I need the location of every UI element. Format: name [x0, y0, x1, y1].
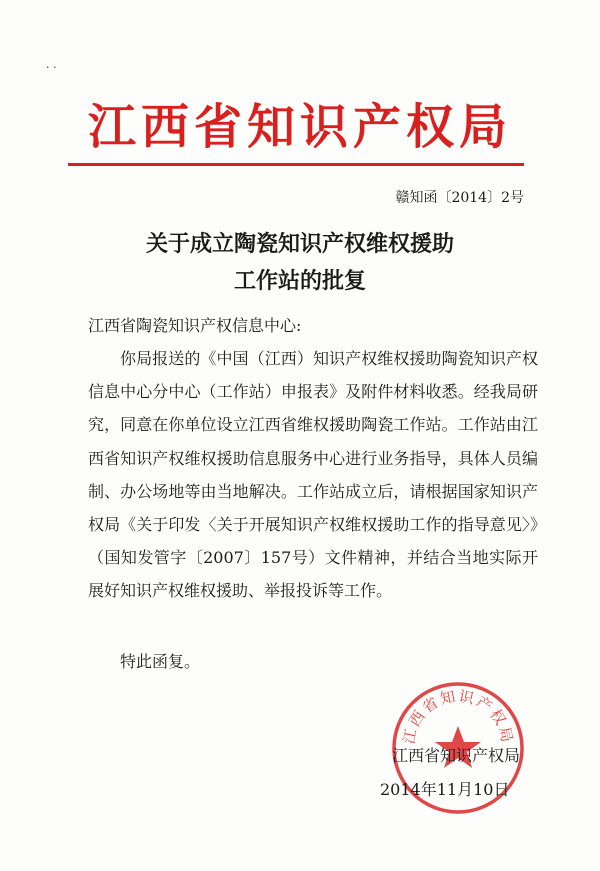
title-line-1: 关于成立陶瓷知识产权维权援助	[145, 231, 454, 257]
body-text	[88, 342, 538, 608]
issue-date: 2014年11月10日	[380, 780, 510, 799]
addressee: 江西省陶瓷知识产权信息中心:	[88, 316, 302, 335]
letterhead-title: 江西省知识产权局	[87, 99, 512, 155]
document-number: 赣知函〔2014〕2号	[395, 190, 524, 206]
closing-line: 特此函复。	[120, 652, 201, 671]
body-paragraph: 你局报送的《中国（江西）知识产权维权援助陶瓷知识产权信息中心分中心（工作站）申报表》及附件材料收悉。经我局研究，同意在你单位设立江西省维权援助陶瓷工作站。工作站由江西省知识产权维权援助信息服务中心进行业务指导，具体人员编制、办公场地等由当地解决。工作站成立后，请根据国家知识产权局《关于印发〈关于开展知识产权维权援助工作的指导意见〉》（国知发管字〔2007〕157号）文件精神，并结合当地实际开展好知识产权维权援助、举报投诉等工作。	[88, 349, 538, 601]
signer: 江西省知识产权局	[392, 746, 521, 765]
svg-text:江西省知识产权局: 江西省知识产权局	[399, 687, 517, 746]
document-title	[0, 226, 600, 300]
letterhead-divider	[68, 163, 524, 166]
corner-mark: . .	[46, 58, 57, 71]
title-line-2: 工作站的批复	[233, 268, 366, 294]
